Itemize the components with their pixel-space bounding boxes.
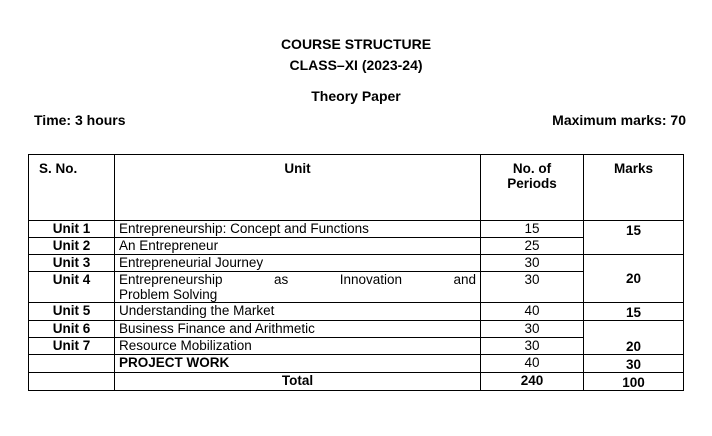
- table-row: [29, 221, 684, 238]
- course-structure-table: [28, 154, 684, 391]
- marks-cell: 15: [584, 303, 684, 321]
- total-empty-cell: [29, 373, 115, 391]
- paper-type: Theory Paper: [311, 88, 401, 104]
- table-row: [29, 303, 684, 321]
- max-marks-label: Maximum marks: 70: [552, 112, 686, 128]
- table-row: [29, 321, 684, 338]
- periods-cell: 25: [481, 238, 584, 255]
- periods-cell: 30: [481, 321, 584, 338]
- marks-cell: 20: [584, 321, 684, 355]
- total-label: Total: [115, 373, 481, 391]
- table-row: [29, 255, 684, 272]
- total-periods: 240: [481, 373, 584, 391]
- unit-cell: Business Finance and Arithmetic: [115, 321, 481, 338]
- header-sno: S. No.: [29, 155, 115, 221]
- sno-cell: Unit 1: [29, 221, 115, 238]
- total-marks: 100: [584, 373, 684, 391]
- sno-cell: Unit 6: [29, 321, 115, 338]
- sno-cell: [29, 355, 115, 373]
- unit-cell: Entrepreneurship: Concept and Functions: [115, 221, 481, 238]
- header-marks: Marks: [584, 155, 684, 221]
- project-work-cell: PROJECT WORK: [115, 355, 481, 373]
- table-header-row: [29, 155, 684, 221]
- marks-cell: 20: [584, 255, 684, 303]
- sno-cell: Unit 3: [29, 255, 115, 272]
- time-label: Time: 3 hours: [34, 112, 126, 128]
- table-row: [29, 355, 684, 373]
- total-row: [29, 373, 684, 391]
- periods-cell: 30: [481, 272, 584, 303]
- sno-cell: Unit 4: [29, 272, 115, 303]
- course-structure-title: COURSE STRUCTURE: [280, 36, 432, 52]
- periods-cell: 15: [481, 221, 584, 238]
- periods-cell: 30: [481, 255, 584, 272]
- unit-cell: Resource Mobilization: [115, 338, 481, 355]
- unit-cell: Understanding the Market: [115, 303, 481, 321]
- periods-cell: 40: [481, 303, 584, 321]
- sno-cell: Unit 5: [29, 303, 115, 321]
- sno-cell: Unit 2: [29, 238, 115, 255]
- unit-cell: Entrepreneurship as Innovation and Problem Solving: [115, 272, 481, 303]
- periods-cell: 30: [481, 338, 584, 355]
- class-subtitle: CLASS–XI (2023-24): [289, 57, 423, 73]
- unit-cell: An Entrepreneur: [115, 238, 481, 255]
- marks-cell: 15: [584, 221, 684, 255]
- header-periods: No. of Periods: [481, 155, 584, 221]
- periods-cell: 40: [481, 355, 584, 373]
- unit-cell: Entrepreneurial Journey: [115, 255, 481, 272]
- marks-cell: 30: [584, 355, 684, 373]
- sno-cell: Unit 7: [29, 338, 115, 355]
- header-unit: Unit: [115, 155, 481, 221]
